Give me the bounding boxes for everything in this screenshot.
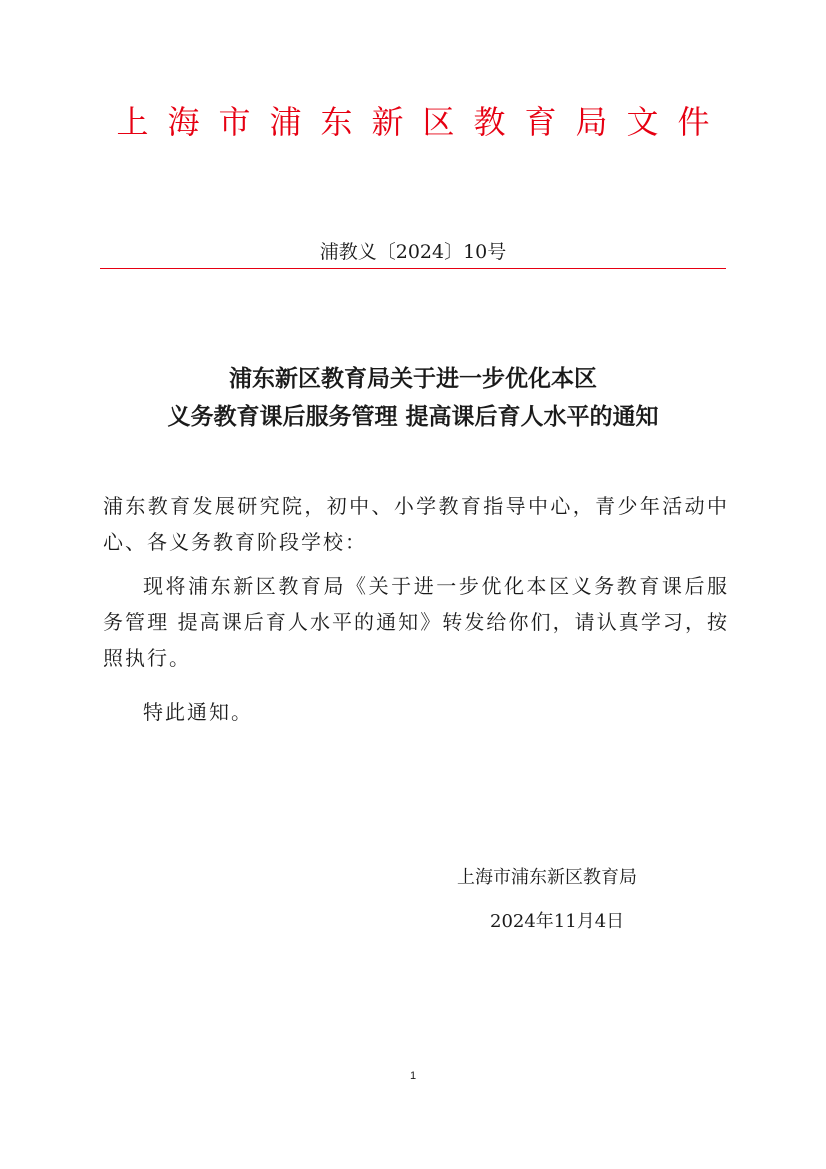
notice-title: [0, 360, 826, 436]
recipients-paragraph: 浦东教育发展研究院，初中、小学教育指导中心，青少年活动中心、各义务教育阶段学校：: [103, 494, 729, 554]
body-paragraph: 现将浦东新区教育局《关于进一步优化本区义务教育课后服务管理 提高课后育人水平的通知》转发给你们，请认真学习，按照执行。: [103, 574, 729, 670]
notice-title-line-1: 浦东新区教育局关于进一步优化本区: [229, 366, 597, 392]
signature-date: 2024年11月4日: [490, 911, 625, 932]
red-divider-line: [100, 268, 726, 269]
document-number: 浦教义〔2024〕10号: [319, 241, 507, 263]
notice-title-line-2: 义务教育课后服务管理 提高课后育人水平的通知: [167, 404, 659, 430]
page-number: 1: [409, 1070, 417, 1082]
document-header-title: 上海市浦东新区教育局文件: [116, 103, 729, 141]
signature-organization: 上海市浦东新区教育局: [457, 867, 637, 888]
closing-paragraph: 特此通知。: [143, 700, 253, 724]
